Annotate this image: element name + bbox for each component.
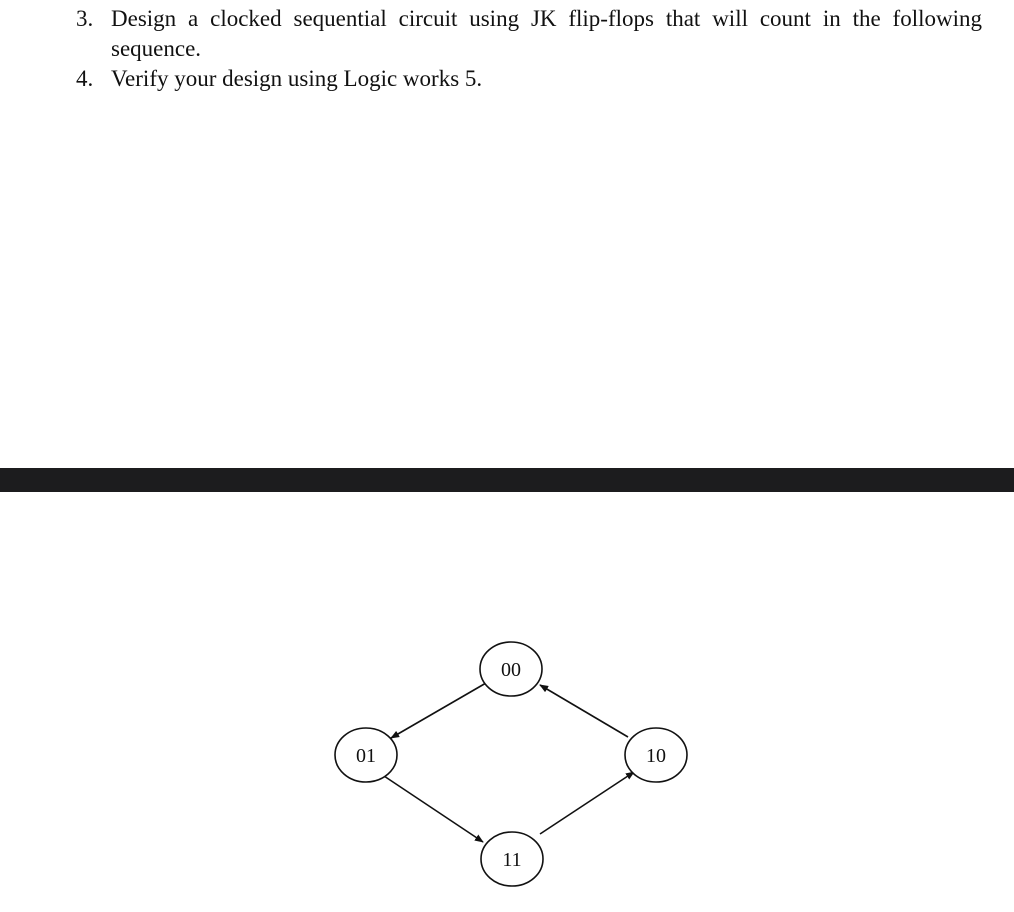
transition-11-to-10 <box>540 772 634 834</box>
list-item-text: Verify your design using Logic works 5. <box>111 66 483 91</box>
list-item-number: 3. <box>76 6 94 31</box>
state-label: 01 <box>356 745 376 767</box>
transition-01-to-11 <box>384 776 483 842</box>
state-node-10 <box>625 728 687 782</box>
state-node-11 <box>481 832 543 886</box>
state-label: 11 <box>502 849 522 871</box>
list-item-number: 4. <box>76 66 94 91</box>
transition-10-to-00 <box>540 685 628 737</box>
state-diagram <box>0 492 1014 912</box>
list-item-3 <box>76 4 982 64</box>
list-item-4 <box>76 64 676 94</box>
state-node-00 <box>480 642 542 696</box>
list-item-text: Design a clocked sequential circuit using JK flip-flops that will count in the following sequence. <box>111 6 982 61</box>
state-node-01 <box>335 728 397 782</box>
state-label: 00 <box>501 659 521 681</box>
transition-00-to-01 <box>391 683 486 738</box>
state-diagram-page <box>0 492 1014 912</box>
page-divider-bar <box>0 468 1014 492</box>
state-label: 10 <box>646 745 666 767</box>
